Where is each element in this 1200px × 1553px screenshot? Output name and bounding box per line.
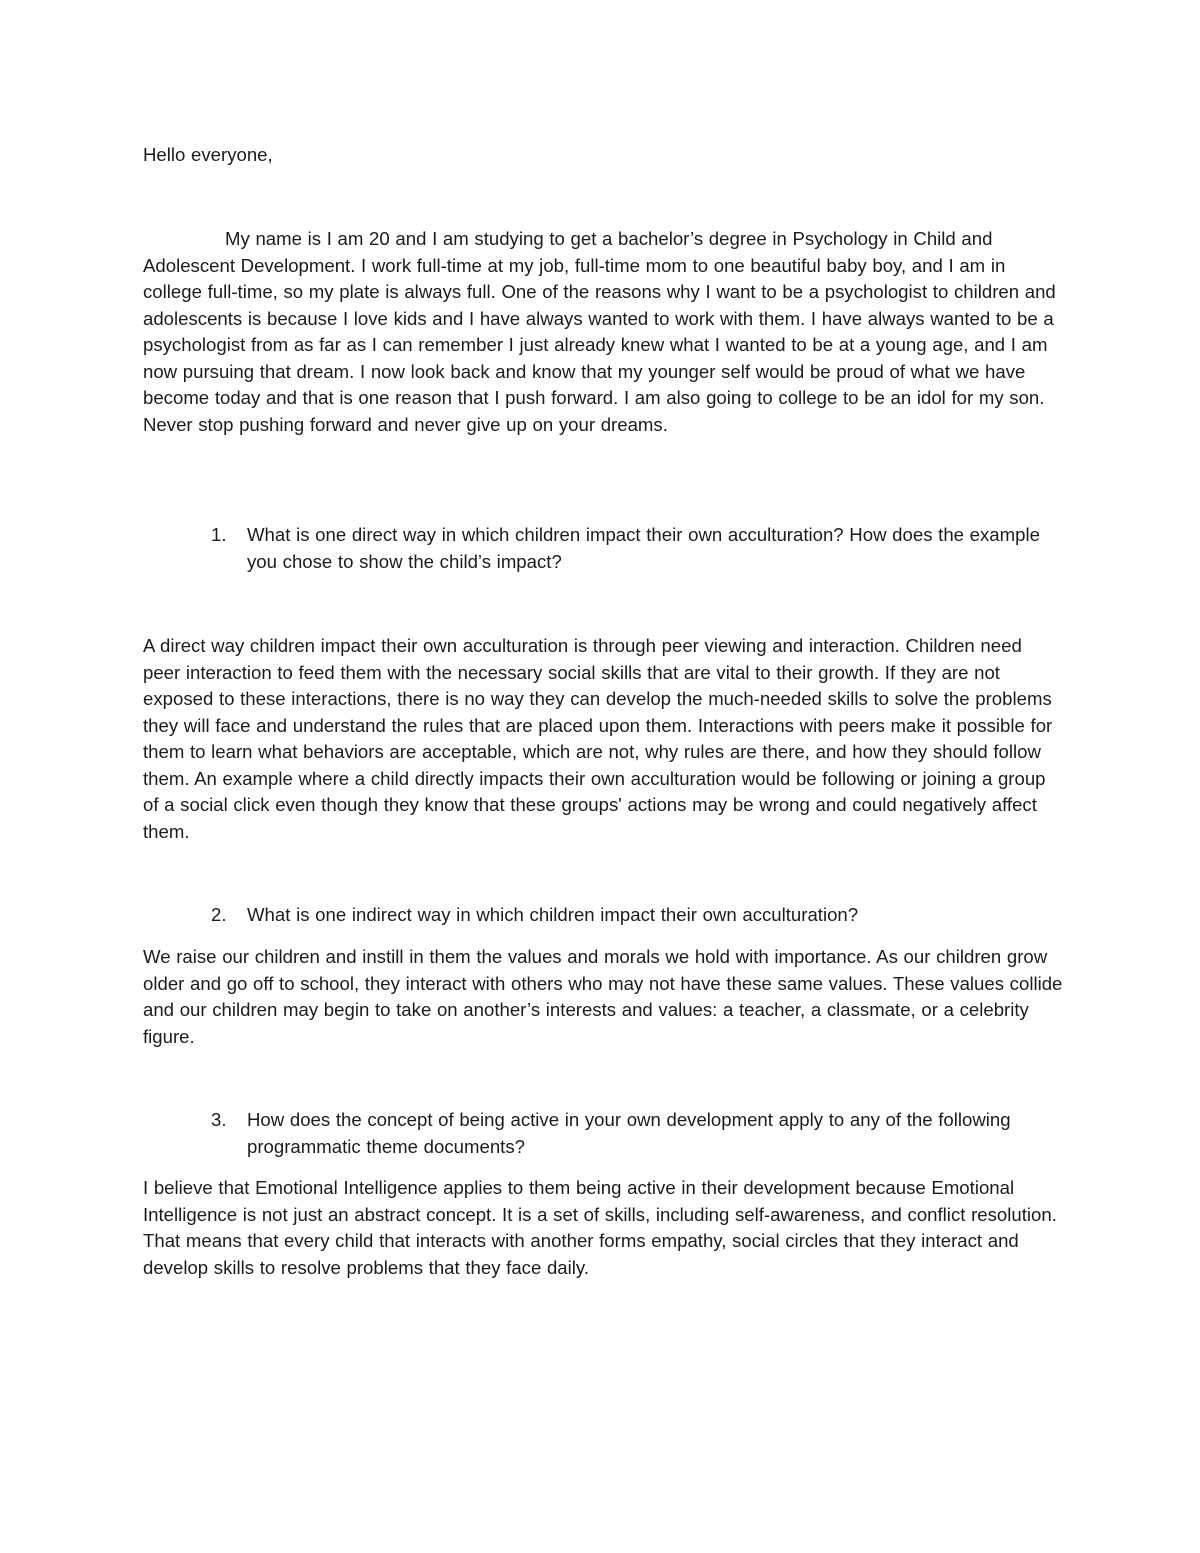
question-1 bbox=[211, 522, 1071, 575]
question-2 bbox=[211, 902, 1071, 929]
question-3 bbox=[211, 1107, 1071, 1160]
question-text: What is one indirect way in which children impact their own acculturation? bbox=[247, 904, 859, 925]
question-text: What is one direct way in which children impact their own acculturation? How does the example you chose to show the child’s impact? bbox=[247, 524, 1040, 572]
question-text: How does the concept of being active in your own development apply to any of the following programmatic theme documents? bbox=[247, 1109, 1011, 1157]
answer-2: We raise our children and instill in them the values and morals we hold with importance. As our children grow older and go off to school, they interact with others who may not have these same values. These values collide and our children may begin to take on another’s interests and values: a teacher, a classmate, or a celebrity figure. bbox=[143, 946, 1063, 1047]
question-number: 2. bbox=[211, 904, 227, 925]
greeting: Hello everyone, bbox=[143, 144, 273, 165]
question-number: 1. bbox=[211, 524, 227, 545]
answer-3: I believe that Emotional Intelligence applies to them being active in their development because Emotional Intelligence is not just an abstract concept. It is a set of skills, including self-awareness, and conflict resolution. That means that every child that interacts with another forms empathy, social circles that they interact and develop skills to resolve problems that they face daily. bbox=[143, 1177, 1057, 1278]
intro-paragraph: My name is I am 20 and I am studying to get a bachelor’s degree in Psychology in Child and Adolescent Development. I work full-time at my job, full-time mom to one beautiful baby boy, and I am in college full-time, so my plate is always full. One of the reasons why I want to be a psychologist to children and adolescents is because I love kids and I have always wanted to work with them. I have always wanted to be a psychologist from as far as I can remember I just already knew what I wanted to be at a young age, and I am now pursuing that dream. I now look back and know that my younger self would be proud of what we have become today and that is one reason that I push forward. I am also going to college to be an idol for my son. Never stop pushing forward and never give up on your dreams. bbox=[143, 228, 1056, 435]
answer-1: A direct way children impact their own acculturation is through peer viewing and interaction. Children need peer interaction to feed them with the necessary social skills that are vital to their growth. If they are not exposed to these interactions, there is no way they can develop the much-needed skills to solve the problems they will face and understand the rules that are placed upon them. Interactions with peers make it possible for them to learn what behaviors are acceptable, which are not, why rules are there, and how they should follow them. An example where a child directly impacts their own acculturation would be following or joining a group of a social click even though they know that these groups' actions may be wrong and could negatively affect them. bbox=[143, 635, 1053, 842]
question-number: 3. bbox=[211, 1109, 227, 1130]
